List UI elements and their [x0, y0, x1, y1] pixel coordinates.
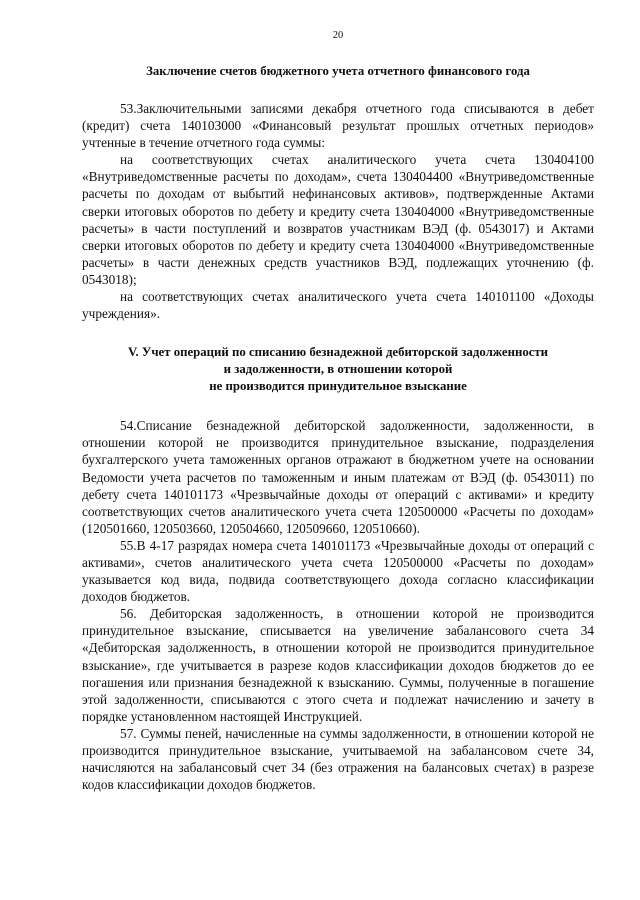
section-heading-v	[82, 344, 594, 395]
section-heading-v-line-2: и задолженности, в отношении которой	[223, 362, 453, 377]
section-2-body	[82, 417, 594, 793]
paragraph-53-item-1: на соответствующих счетах аналитического учета счета 130404100 «Внутриведомственные расчеты по доходам», счета 130404400 «Внутриведомственные расчеты по доходам от выбытий нефинансовых активов», подтвержденные Актами сверки итоговых оборотов по дебету и кредиту счета 130404000 «Внутриведомственные расчеты» в части поступлений и возвратов участникам ВЭД (ф. 0543017) и Актами сверки итоговых оборотов по дебету и кредиту счета 130404000 «Внутриведомственные расчеты» в части денежных средств участников ВЭД, подлежащих уточнению (ф. 0543018);	[82, 152, 594, 287]
paragraph-54: 54.Списание безнадежной дебиторской задолженности, задолженности, в отношении которой не производится принудительное взыскание, подразделения бухгалтерского учета таможенных органов отражают в бюджетном учете на основании Ведомости учета расчетов по таможенным и иным платежам от ВЭД (ф. 0543011) по дебету счета 140101173 «Чрезвычайные доходы от операций с активами» и кредиту соответствующих счетов аналитического учета счета 120500000 «Расчеты по доходам» (120501660, 120503660, 120504660, 120509660, 120510660).	[82, 418, 594, 536]
page-number: 20	[332, 30, 344, 41]
paragraph-55: 55.В 4-17 разрядах номера счета 140101173 «Чрезвычайные доходы от операций с активами», счетов аналитического учета счета 120500000 «Расчеты по доходам» указывается код вида, подвида соответствующего дохода согласно классификации доходов бюджетов.	[82, 537, 594, 605]
section-1-body	[82, 100, 594, 322]
section-heading-v-line-1: V. Учет операций по списанию безнадежной дебиторской задолженности	[127, 345, 549, 360]
paragraph-53: 53.Заключительными записями декабря отчетного года списываются в дебет (кредит) счета 140103000 «Финансовый результат прошлых отчетных периодов» учтенные в течение отчетного года суммы:	[82, 101, 594, 151]
section-heading-v-line-3: не производится принудительное взыскание	[209, 379, 467, 394]
paragraph-56: 56. Дебиторская задолженность, в отношении которой не производится принудительное взыскание, списывается на увеличение забалансового счета 34 «Дебиторская задолженность, в отношении которой не производится принудительное взыскание», где учитывается в разрезе кодов классификации доходов бюджетов до ее погашения или признания безнадежной к взысканию. Суммы, полученные в погашение этой задолженности, списываются с этого счета и подлежат начислению и зачету в порядке установленном настоящей Инструкцией.	[82, 606, 594, 724]
paragraph-53-item-2: на соответствующих счетах аналитического учета счета 140101100 «Доходы учреждения».	[82, 289, 594, 322]
paragraph-57: 57. Суммы пеней, начисленные на суммы задолженности, в отношении которой не производится принудительное взыскание, учитываемой на забалансовом счете 34, начисляются на забалансовый счет 34 (без отражения на балансовых счетах) в разрезе кодов классификации доходов бюджетов.	[82, 725, 594, 793]
section-heading-closing-accounts: Заключение счетов бюджетного учета отчетного финансового года	[146, 64, 530, 78]
